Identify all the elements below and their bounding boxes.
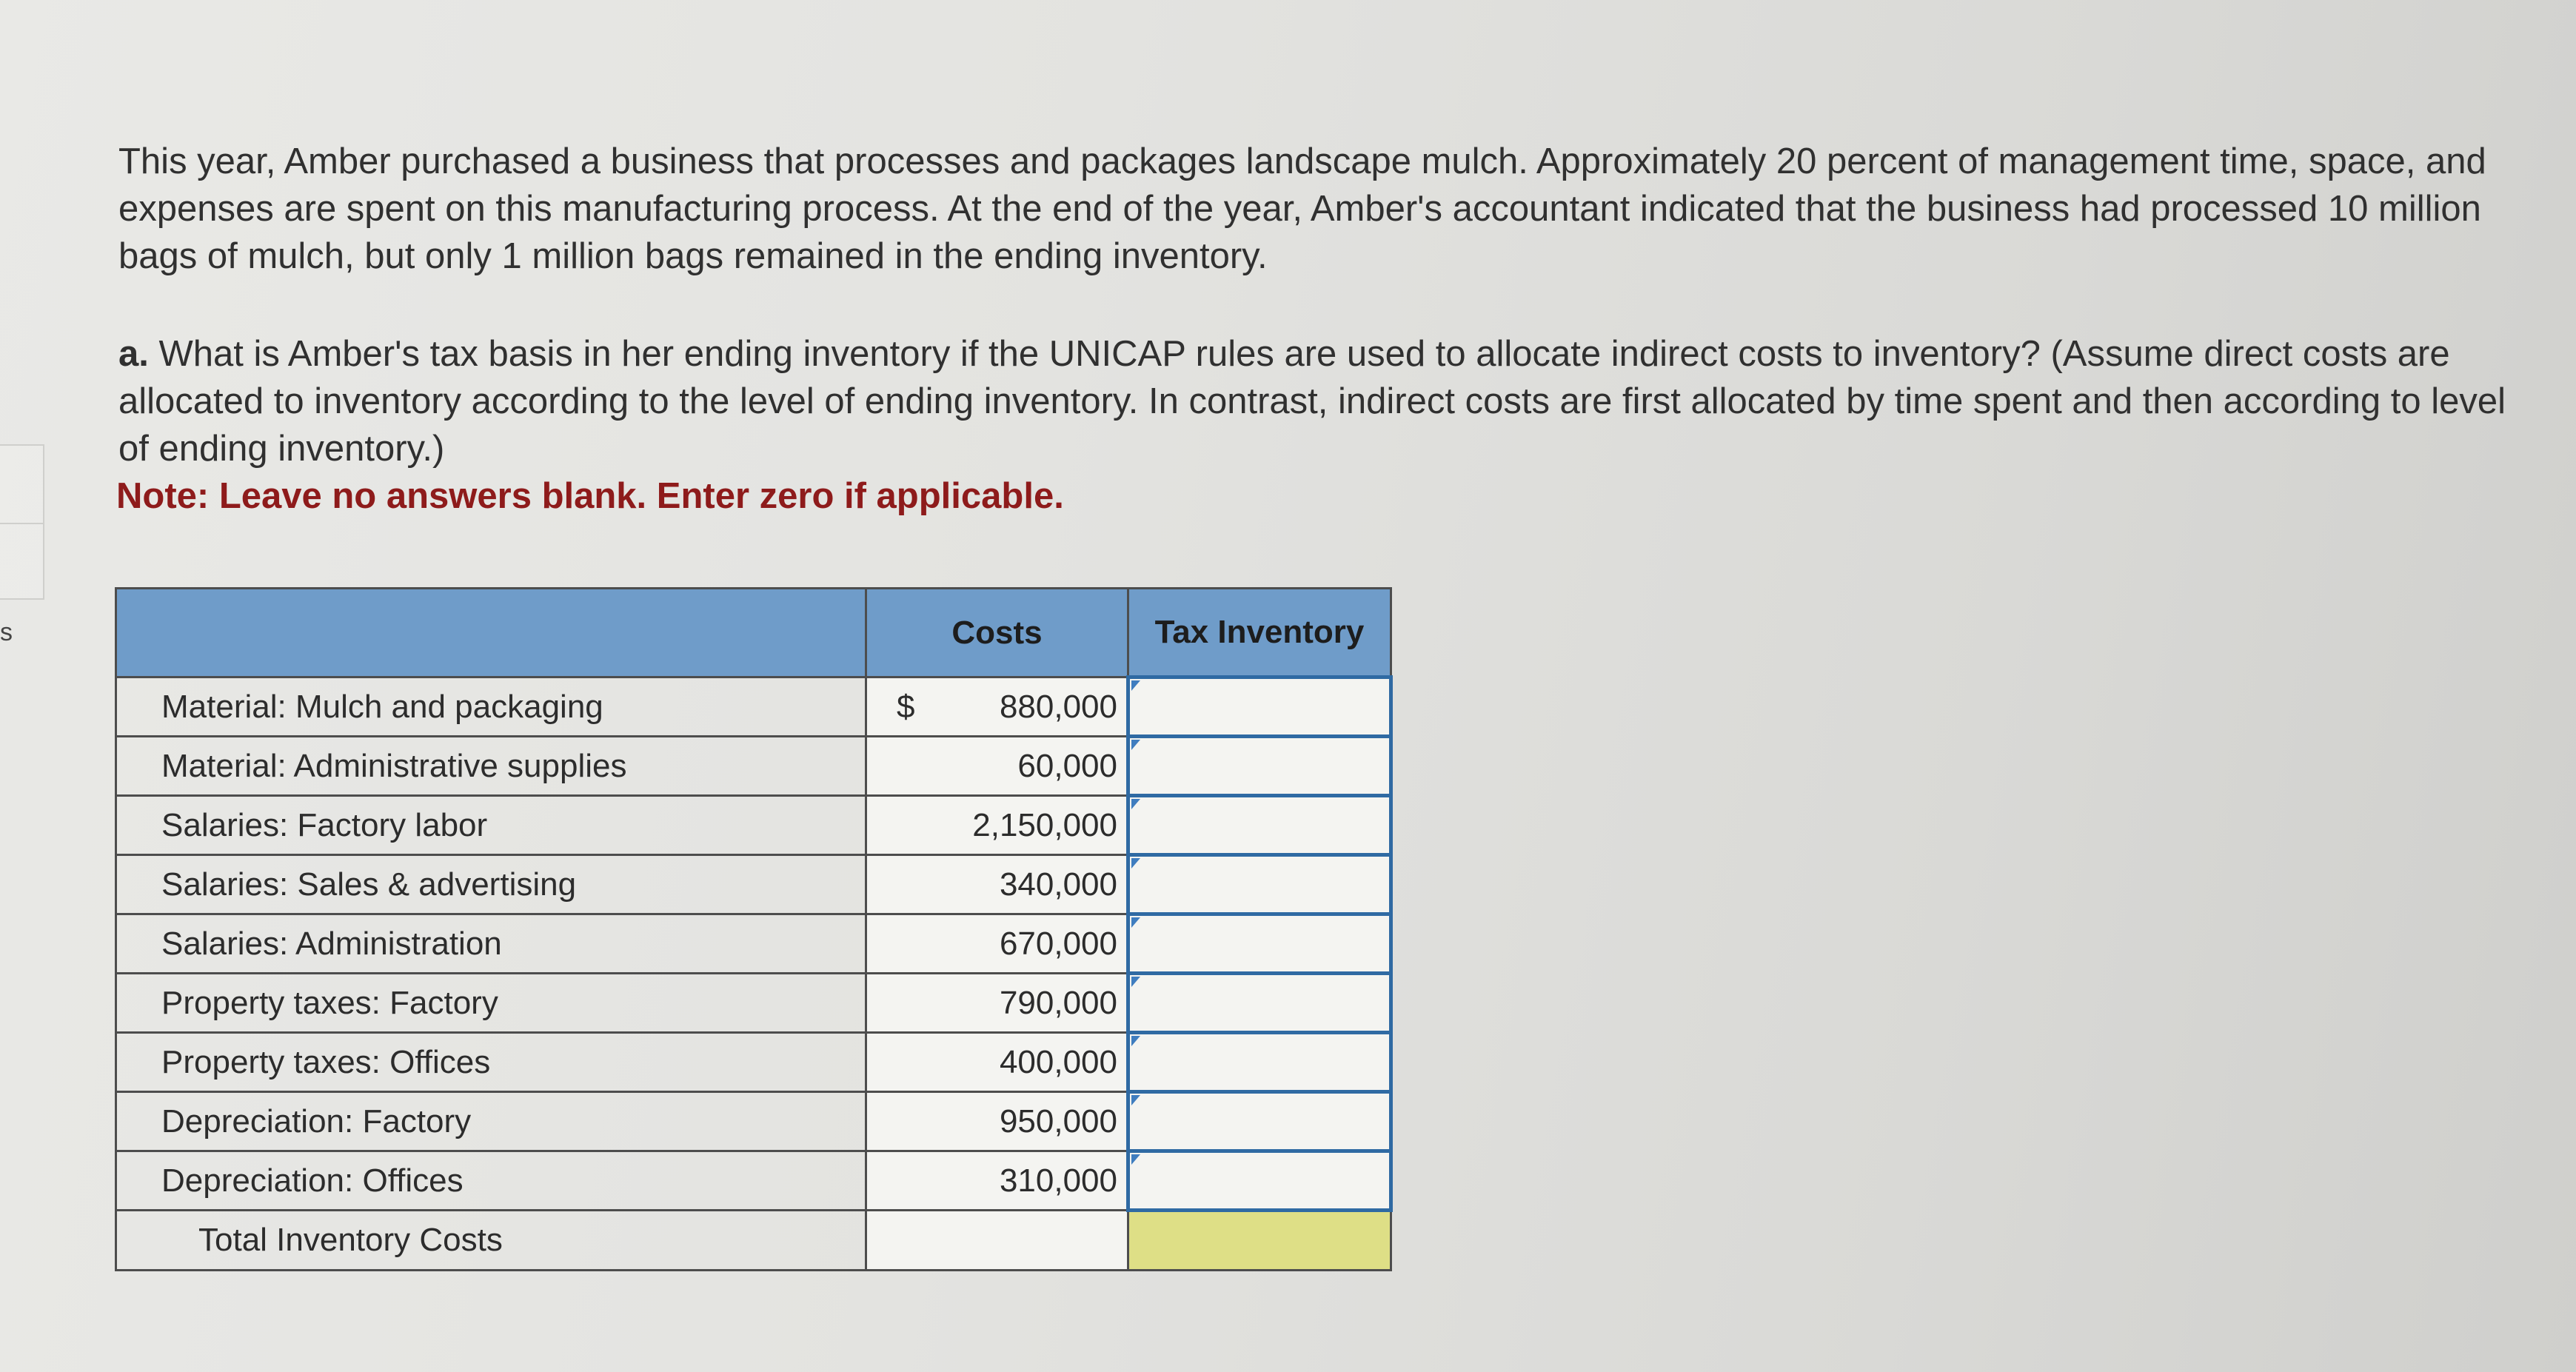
total-tax-inventory (1128, 1211, 1391, 1271)
tax-inventory-cell[interactable] (1128, 1151, 1391, 1211)
question-part-label: a. (118, 334, 149, 374)
total-label: Total Inventory Costs (116, 1211, 866, 1271)
tax-inventory-cell[interactable] (1128, 855, 1391, 914)
row-label: Depreciation: Offices (116, 1151, 866, 1211)
row-label: Salaries: Administration (116, 914, 866, 974)
tax-inventory-cell[interactable] (1128, 737, 1391, 796)
tax-inventory-input[interactable] (1130, 975, 1389, 1031)
table-row (116, 974, 1391, 1033)
row-label: Depreciation: Factory (116, 1092, 866, 1151)
cost-cell (866, 1151, 1128, 1211)
instruction-note: Note: Leave no answers blank. Enter zero if applicable. (116, 476, 1064, 516)
left-edge-panel (0, 444, 44, 524)
header-costs: Costs (866, 589, 1128, 677)
cost-cell (866, 1092, 1128, 1151)
row-label: Salaries: Factory labor (116, 796, 866, 855)
tax-inventory-input[interactable] (1130, 797, 1389, 853)
table-row (116, 796, 1391, 855)
total-cost-cell (866, 1211, 1128, 1271)
tax-inventory-cell[interactable] (1128, 974, 1391, 1033)
tax-inventory-cell[interactable] (1128, 1033, 1391, 1092)
tax-inventory-cell[interactable] (1128, 796, 1391, 855)
tax-inventory-cell[interactable] (1128, 677, 1391, 737)
cost-cell (866, 855, 1128, 914)
tax-inventory-input[interactable] (1130, 857, 1389, 912)
table-row (116, 914, 1391, 974)
tax-inventory-input[interactable] (1130, 1094, 1389, 1149)
cost-value: 670,000 (999, 925, 1117, 962)
tax-inventory-input[interactable] (1130, 1034, 1389, 1090)
header-tax-inventory: Tax Inventory (1128, 589, 1391, 677)
cost-cell (866, 737, 1128, 796)
cost-value: 340,000 (999, 866, 1117, 903)
input-corner-marker-icon (1131, 740, 1140, 750)
input-corner-marker-icon (1131, 917, 1140, 928)
input-corner-marker-icon (1131, 1036, 1140, 1046)
table-row (116, 1033, 1391, 1092)
tax-inventory-input[interactable] (1130, 679, 1389, 734)
table-row (116, 1092, 1391, 1151)
cost-cell (866, 914, 1128, 974)
cost-cell (866, 1033, 1128, 1092)
currency-symbol: $ (897, 688, 915, 725)
problem-intro: This year, Amber purchased a business that processes and packages landscape mulch. Approximately 20 percent of management time, space, and expenses are spent on this manufacturing process. At the end of the year, Amber's accountant indicated that the business had processed 10 million bags of mulch, but only 1 million bags remained in the ending inventory. (118, 141, 2486, 276)
question-a (118, 330, 2532, 472)
cost-cell (866, 974, 1128, 1033)
cost-cell (866, 796, 1128, 855)
tax-inventory-input[interactable] (1130, 738, 1389, 794)
inventory-cost-table (115, 587, 1393, 1271)
input-corner-marker-icon (1131, 799, 1140, 809)
edge-text: s (0, 618, 13, 646)
question-text: What is Amber's tax basis in her ending inventory if the UNICAP rules are used to allocate indirect costs to inventory? (Assume direct costs are allocated to inventory according to the level of ending inventory. In contrast, indirect costs are first allocated by time spent and then according to level of ending inventory.) (118, 334, 2506, 469)
input-corner-marker-icon (1131, 1095, 1140, 1105)
cost-value: 2,150,000 (972, 806, 1117, 843)
cost-value: 950,000 (999, 1102, 1117, 1140)
table-row (116, 737, 1391, 796)
input-corner-marker-icon (1131, 1154, 1140, 1165)
row-label: Material: Administrative supplies (116, 737, 866, 796)
header-label-cell (116, 589, 866, 677)
row-label: Property taxes: Offices (116, 1033, 866, 1092)
tax-inventory-input[interactable] (1130, 916, 1389, 971)
row-label: Material: Mulch and packaging (116, 677, 866, 737)
cost-value: 880,000 (999, 688, 1117, 725)
tax-inventory-cell[interactable] (1128, 914, 1391, 974)
table-row (116, 1151, 1391, 1211)
cost-value: 400,000 (999, 1043, 1117, 1080)
tax-inventory-cell[interactable] (1128, 1092, 1391, 1151)
row-label: Salaries: Sales & advertising (116, 855, 866, 914)
row-label: Property taxes: Factory (116, 974, 866, 1033)
cost-value: 60,000 (1017, 747, 1117, 784)
table-header-row (116, 589, 1391, 677)
input-corner-marker-icon (1131, 977, 1140, 987)
table-row (116, 677, 1391, 737)
total-row (116, 1211, 1391, 1271)
cost-value: 790,000 (999, 984, 1117, 1021)
cost-value: 310,000 (999, 1162, 1117, 1199)
table-row (116, 855, 1391, 914)
input-corner-marker-icon (1131, 858, 1140, 869)
left-edge-panel (0, 523, 44, 600)
tax-inventory-input[interactable] (1130, 1153, 1389, 1208)
input-corner-marker-icon (1131, 680, 1140, 691)
cost-cell (866, 677, 1128, 737)
